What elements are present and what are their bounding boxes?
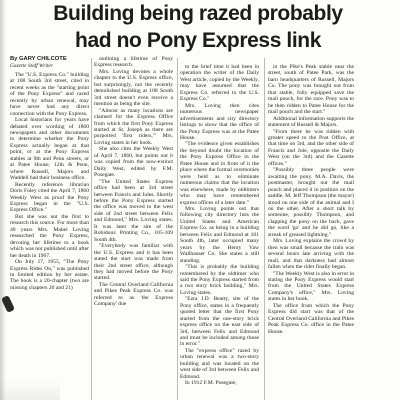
- byline: By GARY CHILCOTE: [10, 56, 67, 62]
- paragraph: The office from which the Pony Express did start was that of the Central Overland California and Pikes Peak Express Co. office in the Patee House.: [268, 302, 354, 335]
- paragraph: "From there he was ridden with greater speed to the Post Office, at that time on 3rd, and the other side of Francis and Jule, opposite the Daily West (on the 3rd) and the Gazette offices.": [268, 128, 354, 167]
- paragraph: She also cites the Weekly West of April 7, 1860, but points out it was copied from the now-extinct Daily West, edited by F.M. Posegate.: [94, 146, 173, 179]
- article-column-2: [94, 56, 173, 400]
- column-divider: [264, 58, 265, 400]
- paragraph: outlining a lifetime of Pony Express research.: [94, 56, 173, 69]
- paragraph: The Central Overland California and Pikes Peak Express Co. was referred to as 'the Express Company' due: [94, 281, 173, 308]
- paragraph: "The United States Express office had been at 3rd street between Francis and Jules. Shortly before the Pony Express started the office was moved to the west side of 2nd street between Felix and Edmond," Mrs. Loving states. It was later the site of the Robidoux Printing Co., 105-109 South 4th.: [94, 178, 173, 243]
- paragraph: Additional information supports the statement of Russell & Majors.: [268, 115, 354, 129]
- paragraph: Mrs. Loving then cites numerous newspaper advertisements and city directory listings to show that the office of the Pony Express was at the Patee House.: [180, 102, 259, 141]
- headline: [28, 0, 368, 54]
- paper-smudge: [0, 380, 60, 400]
- paragraph: Local historians for years have debated over wording of 1860 newspapers and other documents to determine whether the Pony Express actually began at that point, or at the Pony Express stables at 9th and Penn streets, or at Patee House, 12th & Penn, where Russell, Majors and Waddell had their business office.: [10, 117, 89, 182]
- column-divider: [177, 58, 178, 400]
- paragraph: "Ezra J.D. Beatty, site of the Pony office, states in a frequently quoted letter that the first Pony started from the one-story brick express office on the east side of 3rd, between Felix and Edmond and must be included among those in error.": [180, 296, 259, 348]
- headline-line-1: Building being razed probably: [53, 2, 343, 25]
- paragraph: But she was not the first to research this source. For more than 40 years Mrs. Mabel Loving researched the Pony Express, devoting her lifetime to a book which was not published until after her death in 1967.: [10, 213, 89, 259]
- paragraph: to the brief time it had been in operation the writer of the Daily West article, copied by the Weekly, may have assumed that the Express Co. referred to the U.S. Express Co.": [180, 64, 259, 103]
- paragraph: "Everybody was familiar with the U.S. Express and it has been stated the start was made from their 2nd street office, although they had moved before the Pony started.: [94, 243, 173, 282]
- article-column-3: [180, 64, 259, 400]
- column-divider: [91, 58, 92, 400]
- page-shadow-edge: [0, 0, 6, 400]
- article-column-1: [10, 56, 89, 400]
- paragraph: in the Pike's Peak stable near the street, south of Patee Park, was the barn headquarters of Russell, Majors Co. The pony was brought out from that stable, fully equipped save the mail pouch, for the race. Pony was to be then ridden to Patee House for the mail pouch and the start.": [268, 64, 354, 116]
- headline-line-2: had no Pony Express link: [75, 29, 321, 52]
- paragraph: "Possibly three people were awaiting the pony. M.A. Davis, the postmaster, brought out the mail pouch and placed it in position on the saddle. M. Jeff Thompson (the mayor) stood on one side of the animal and I on the other. After a short talk by someone, possibly Thompson, and clapping the pony on the back, gave the word 'go' and he did go, like a streak of greased lightning.": [268, 167, 354, 238]
- paragraph: Mrs. Loving explains the crowd by then was small because the train was several hours late arriving with the mail, and that darkness had almost fallen when the rider finally began.: [268, 238, 354, 271]
- paragraph: On July 17, 1955, "The Pony Express Rides On," was published in limited edition by her estate. The book is a 20-chapter (two are missing chapters 20 and 21): [10, 259, 89, 291]
- paragraph: "This is probably the building remembered by the oldtimer who said the Pony Express started from a two story brick building," Mrs. Loving states.: [180, 264, 259, 296]
- paragraph: "The Weekly West is also in error in stating the Pony Express would start from the United States Express Company's office," Mrs. Loving states in her book.: [268, 270, 354, 303]
- paragraph: Recently reference librarian Doris Foley cited the April 7, 1860 Weekly West as proof the Pony Express began in the "U.S. Express Office.": [10, 181, 89, 214]
- byline-subtitle: Gazette Staff Writer: [10, 63, 53, 70]
- paragraph: "Almost as many locations are claimed for the Express Office from which the first Pony Express started at St. Joseph as there are purported 'first riders,'" Mrs. Loving states in her book.: [94, 107, 173, 146]
- paragraph: "The evidence given establishes the beyond doubt the location of the Pony Express Office in the Patee House and in front of it the place where the formal ceremonies were held as to eliminate numerous claims that the location was elsewhere, made by oldtimers who may have remembered express offices of a later date.": [180, 141, 259, 206]
- paragraph: Mrs. Loving devotes a whole chapter to the U.S. Express office, but surprisingly, not the recently demolished building at 108 South 3rd street doesn't even receive a mention as being the site.: [94, 68, 173, 108]
- paragraph: In 1912 F.M. Posegate,: [185, 380, 237, 387]
- paragraph: Mrs. Loving points out that following city directory lists the United States and American Express Co. as being in a building between Felix and Edmond at 101 South 4th, later occupied many years by the Henry Vaw Wallhauser Co. She states a still standing.: [180, 205, 259, 264]
- paragraph: The "U.S. Express Co." building at 108 South 3rd street, cited in recent weeks as the "starting point of the Pony Express" and razed recently by urban renewal, may have never had any direct connection with the Pony Express.: [10, 71, 89, 117]
- article-column-4: [268, 64, 354, 400]
- paragraph: The "express office" razed by urban renewal was a two-story building and was located on the west side of 3rd between Felix and Edmond.: [180, 347, 259, 380]
